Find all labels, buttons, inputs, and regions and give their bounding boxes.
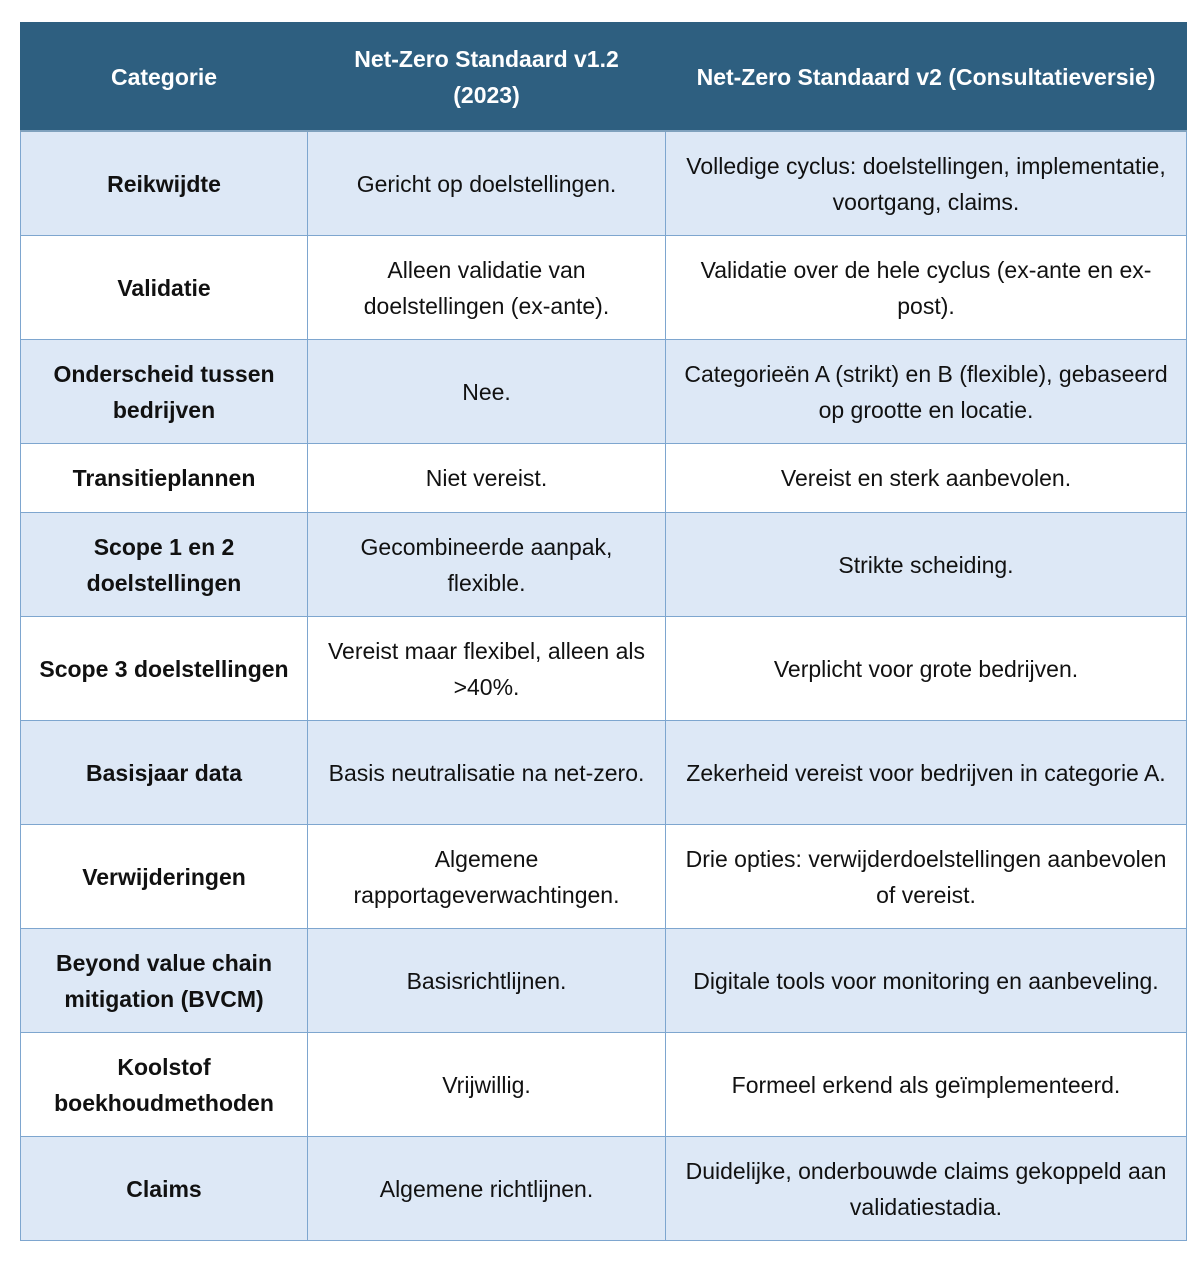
table-row <box>21 236 1187 340</box>
table-row <box>21 929 1187 1033</box>
row-v12: Vrijwillig. <box>308 1033 666 1137</box>
row-category: Reikwijdte <box>21 131 308 236</box>
row-category: Transitieplannen <box>21 444 308 513</box>
row-category: Scope 1 en 2 doelstellingen <box>21 513 308 617</box>
row-v12: Nee. <box>308 340 666 444</box>
row-v2: Digitale tools voor monitoring en aanbeveling. <box>666 929 1187 1033</box>
row-v2: Zekerheid vereist voor bedrijven in categorie A. <box>666 721 1187 825</box>
row-category: Scope 3 doelstellingen <box>21 617 308 721</box>
table-row <box>21 825 1187 929</box>
table-row <box>21 131 1187 236</box>
table-row <box>21 617 1187 721</box>
row-v2: Drie opties: verwijderdoelstellingen aanbevolen of vereist. <box>666 825 1187 929</box>
row-v12: Vereist maar flexibel, alleen als >40%. <box>308 617 666 721</box>
table-row <box>21 1137 1187 1241</box>
row-v12: Basis neutralisatie na net-zero. <box>308 721 666 825</box>
row-category: Koolstof boekhoudmethoden <box>21 1033 308 1137</box>
table-header-row <box>21 23 1187 132</box>
header-v12: Net-Zero Standaard v1.2 (2023) <box>308 23 666 132</box>
row-v12: Gericht op doelstellingen. <box>308 131 666 236</box>
table-row <box>21 513 1187 617</box>
row-category: Verwijderingen <box>21 825 308 929</box>
header-category: Categorie <box>21 23 308 132</box>
row-category: Beyond value chain mitigation (BVCM) <box>21 929 308 1033</box>
comparison-table <box>20 22 1187 1241</box>
row-v12: Basisrichtlijnen. <box>308 929 666 1033</box>
comparison-table-container <box>20 22 1186 1241</box>
row-v2: Strikte scheiding. <box>666 513 1187 617</box>
row-v2: Categorieën A (strikt) en B (flexible), gebaseerd op grootte en locatie. <box>666 340 1187 444</box>
row-v12: Niet vereist. <box>308 444 666 513</box>
table-row <box>21 721 1187 825</box>
row-v2: Validatie over de hele cyclus (ex-ante en ex-post). <box>666 236 1187 340</box>
row-v2: Vereist en sterk aanbevolen. <box>666 444 1187 513</box>
table-row <box>21 444 1187 513</box>
row-v12: Algemene richtlijnen. <box>308 1137 666 1241</box>
row-v12: Gecombineerde aanpak, flexible. <box>308 513 666 617</box>
table-row <box>21 1033 1187 1137</box>
row-category: Claims <box>21 1137 308 1241</box>
table-row <box>21 340 1187 444</box>
row-v2: Volledige cyclus: doelstellingen, implementatie, voortgang, claims. <box>666 131 1187 236</box>
row-v2: Formeel erkend als geïmplementeerd. <box>666 1033 1187 1137</box>
row-v2: Verplicht voor grote bedrijven. <box>666 617 1187 721</box>
row-v2: Duidelijke, onderbouwde claims gekoppeld aan validatiestadia. <box>666 1137 1187 1241</box>
row-v12: Alleen validatie van doelstellingen (ex-ante). <box>308 236 666 340</box>
row-category: Validatie <box>21 236 308 340</box>
row-category: Onderscheid tussen bedrijven <box>21 340 308 444</box>
row-category: Basisjaar data <box>21 721 308 825</box>
header-v2: Net-Zero Standaard v2 (Consultatieversie) <box>666 23 1187 132</box>
row-v12: Algemene rapportageverwachtingen. <box>308 825 666 929</box>
